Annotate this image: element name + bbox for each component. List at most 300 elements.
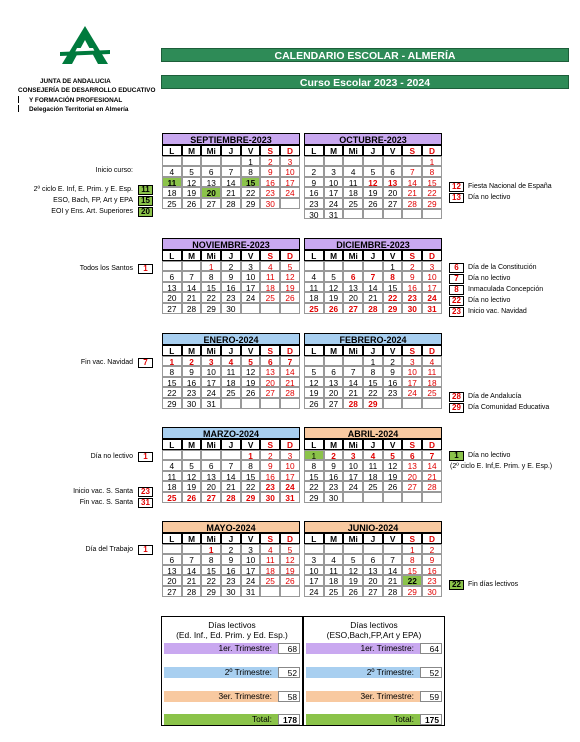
- day-cell: 20: [201, 481, 221, 492]
- week-row: [304, 492, 442, 503]
- day-cell: 28: [182, 586, 202, 597]
- week-row: [304, 586, 442, 597]
- day-cell: 25: [221, 387, 241, 398]
- weekday-header: Mi: [201, 250, 221, 261]
- month-calendar: [162, 333, 300, 409]
- day-cell: 25: [162, 198, 182, 209]
- day-cell: 30: [182, 398, 202, 409]
- right-note-day: 22: [449, 580, 464, 590]
- day-cell: 23: [324, 481, 344, 492]
- day-cell: 1: [363, 356, 383, 367]
- day-cell: 7: [402, 166, 422, 177]
- day-cell: 17: [280, 471, 300, 482]
- week-row: [162, 450, 300, 461]
- weekday-header: J: [363, 145, 383, 156]
- day-cell: 15: [304, 471, 324, 482]
- day-cell: 26: [343, 586, 363, 597]
- day-cell: 7: [221, 166, 241, 177]
- week-row: [304, 471, 442, 482]
- weekday-header: L: [162, 145, 182, 156]
- day-cell: 28: [383, 586, 403, 597]
- day-cell: 12: [241, 366, 261, 377]
- day-cell: [324, 544, 344, 555]
- day-cell: 19: [383, 471, 403, 482]
- day-cell: 28: [221, 198, 241, 209]
- day-cell: 4: [363, 450, 383, 461]
- week-row: [162, 471, 300, 482]
- weekday-header: L: [162, 250, 182, 261]
- day-cell: 27: [363, 586, 383, 597]
- day-cell: 23: [260, 481, 280, 492]
- day-cell: 12: [304, 377, 324, 388]
- month-title: DICIEMBRE-2023: [304, 238, 442, 250]
- day-cell: 30: [324, 492, 344, 503]
- day-cell: 1: [383, 261, 403, 272]
- day-cell: 18: [260, 282, 280, 293]
- week-row: [162, 261, 300, 272]
- left-note-label: Fin vac. Navidad: [80, 359, 133, 366]
- summary-subtitle: (Ed. Inf., Ed. Prim. y Ed. Esp.): [176, 630, 288, 640]
- day-cell: [422, 398, 442, 409]
- day-cell: 19: [280, 282, 300, 293]
- week-row: [162, 303, 300, 314]
- day-cell: 6: [402, 450, 422, 461]
- day-cell: [280, 586, 300, 597]
- week-row: [304, 481, 442, 492]
- day-cell: 11: [260, 554, 280, 565]
- weekday-header: S: [260, 145, 280, 156]
- day-cell: 21: [363, 292, 383, 303]
- day-cell: [363, 544, 383, 555]
- day-cell: 19: [182, 187, 202, 198]
- day-cell: 17: [304, 575, 324, 586]
- day-cell: 17: [402, 377, 422, 388]
- day-cell: 16: [182, 377, 202, 388]
- day-cell: 17: [201, 377, 221, 388]
- day-cell: 24: [280, 187, 300, 198]
- day-cell: 10: [241, 271, 261, 282]
- page-subtitle: Curso Escolar 2023 - 2024: [161, 75, 569, 89]
- left-note-day: 23: [138, 487, 153, 497]
- month-title: NOVIEMBRE-2023: [162, 238, 300, 250]
- day-cell: 25: [343, 198, 363, 209]
- day-cell: 27: [260, 387, 280, 398]
- right-note-day: 28: [449, 392, 464, 402]
- left-note-day: 1: [138, 452, 153, 462]
- day-cell: [182, 261, 202, 272]
- weekday-header: L: [162, 439, 182, 450]
- day-cell: 23: [221, 575, 241, 586]
- right-note-day: 23: [449, 307, 464, 317]
- day-cell: [383, 398, 403, 409]
- summary-subtitle: (ESO,Bach,FP,Art y EPA): [326, 630, 422, 640]
- summary-term2: 2º Trimestre: 52: [306, 667, 442, 678]
- weekday-header: D: [422, 250, 442, 261]
- week-row: [304, 460, 442, 471]
- day-cell: 16: [324, 471, 344, 482]
- weekday-header: L: [304, 533, 324, 544]
- day-cell: 21: [221, 481, 241, 492]
- day-cell: 29: [422, 198, 442, 209]
- weekday-header: D: [280, 250, 300, 261]
- day-cell: 30: [221, 303, 241, 314]
- day-cell: 21: [343, 387, 363, 398]
- day-cell: 8: [201, 271, 221, 282]
- day-cell: [162, 450, 182, 461]
- day-cell: 3: [241, 544, 261, 555]
- day-cell: 3: [343, 450, 363, 461]
- day-cell: 16: [422, 565, 442, 576]
- week-row: [162, 166, 300, 177]
- weekday-header: M: [182, 345, 202, 356]
- week-row: [162, 366, 300, 377]
- weekday-header: J: [363, 533, 383, 544]
- day-cell: [221, 156, 241, 167]
- day-cell: 1: [201, 544, 221, 555]
- day-cell: 26: [182, 492, 202, 503]
- weekday-header: D: [422, 345, 442, 356]
- day-cell: 31: [280, 492, 300, 503]
- day-cell: [363, 209, 383, 220]
- day-cell: 21: [280, 377, 300, 388]
- day-cell: 17: [241, 282, 261, 293]
- week-row: [304, 398, 442, 409]
- month-calendar: [162, 133, 300, 209]
- month-title: FEBRERO-2024: [304, 333, 442, 345]
- day-cell: 8: [402, 554, 422, 565]
- summary-title: Días lectivos: [350, 620, 398, 630]
- day-cell: 21: [182, 575, 202, 586]
- weekday-header: M: [324, 145, 344, 156]
- day-cell: 23: [422, 575, 442, 586]
- weekday-header: Mi: [201, 439, 221, 450]
- day-cell: 4: [260, 261, 280, 272]
- day-cell: 19: [280, 565, 300, 576]
- month-calendar: [304, 238, 442, 314]
- week-row: [304, 450, 442, 461]
- day-cell: 2: [260, 450, 280, 461]
- day-cell: 25: [363, 481, 383, 492]
- day-cell: 8: [162, 366, 182, 377]
- summary-primary: [161, 616, 303, 726]
- week-row: [162, 387, 300, 398]
- weekday-header: S: [260, 533, 280, 544]
- week-row: [304, 292, 442, 303]
- left-note-day: 31: [138, 498, 153, 508]
- weekday-header: V: [241, 145, 261, 156]
- right-note-label: Fin días lectivos: [468, 581, 519, 588]
- month-calendar: [162, 427, 300, 503]
- day-cell: 16: [383, 377, 403, 388]
- week-row: [162, 177, 300, 188]
- day-cell: 14: [182, 282, 202, 293]
- day-cell: 26: [182, 198, 202, 209]
- day-cell: [402, 209, 422, 220]
- day-cell: 14: [182, 565, 202, 576]
- day-cell: [182, 156, 202, 167]
- week-row: [162, 156, 300, 167]
- day-cell: 14: [402, 177, 422, 188]
- right-note-label: Día Comunidad Educativa: [468, 404, 550, 411]
- day-cell: 30: [304, 209, 324, 220]
- day-cell: 25: [162, 492, 182, 503]
- weekday-header: D: [422, 145, 442, 156]
- day-cell: 23: [182, 387, 202, 398]
- day-cell: [280, 303, 300, 314]
- day-cell: [363, 492, 383, 503]
- day-cell: 3: [324, 166, 344, 177]
- day-cell: 24: [201, 387, 221, 398]
- day-cell: 6: [383, 166, 403, 177]
- day-cell: 15: [241, 177, 261, 188]
- weekday-header: S: [260, 345, 280, 356]
- summary-total: Total: 175: [306, 714, 442, 725]
- day-cell: 4: [422, 356, 442, 367]
- day-cell: 9: [304, 177, 324, 188]
- day-cell: [402, 156, 422, 167]
- weekday-header: Mi: [343, 533, 363, 544]
- day-cell: 28: [363, 303, 383, 314]
- weekday-header: V: [383, 439, 403, 450]
- day-cell: 4: [162, 460, 182, 471]
- weekday-header: Mi: [201, 345, 221, 356]
- day-cell: 24: [241, 575, 261, 586]
- day-cell: 11: [162, 471, 182, 482]
- day-cell: 27: [324, 398, 344, 409]
- week-row: [162, 187, 300, 198]
- day-cell: 10: [280, 166, 300, 177]
- weekday-header: D: [280, 533, 300, 544]
- weekday-header: Mi: [343, 439, 363, 450]
- org-line-4: Delegación Territorial en Almería: [18, 105, 128, 114]
- day-cell: 1: [201, 261, 221, 272]
- day-cell: [383, 492, 403, 503]
- day-cell: 5: [343, 554, 363, 565]
- day-cell: [162, 544, 182, 555]
- weekday-header: V: [383, 250, 403, 261]
- right-note-day: 8: [449, 285, 464, 295]
- day-cell: 9: [324, 460, 344, 471]
- weekday-header: V: [241, 250, 261, 261]
- day-cell: 27: [383, 198, 403, 209]
- summary-term3: 3er. Trimestre: 59: [306, 691, 442, 702]
- month-calendar: [304, 133, 442, 219]
- day-cell: 7: [343, 366, 363, 377]
- right-note-day: 7: [449, 274, 464, 284]
- day-cell: 26: [280, 292, 300, 303]
- weekday-header: D: [280, 345, 300, 356]
- day-cell: [422, 209, 442, 220]
- weekday-header: J: [363, 345, 383, 356]
- day-cell: 12: [280, 554, 300, 565]
- day-cell: 22: [402, 575, 422, 586]
- day-cell: 4: [304, 271, 324, 282]
- day-cell: 11: [343, 177, 363, 188]
- day-cell: 6: [201, 166, 221, 177]
- day-cell: 4: [324, 554, 344, 565]
- weekday-header: Mi: [343, 145, 363, 156]
- right-note-day: 22: [449, 296, 464, 306]
- week-row: [162, 586, 300, 597]
- day-cell: 24: [402, 387, 422, 398]
- day-cell: 15: [422, 177, 442, 188]
- right-note-label: (2º ciclo E. Inf,E. Prim. y E. Esp.): [450, 463, 553, 470]
- day-cell: 10: [201, 366, 221, 377]
- month-calendar: [304, 427, 442, 503]
- day-cell: 23: [383, 387, 403, 398]
- weekday-header: J: [221, 439, 241, 450]
- right-note-day: 1: [449, 451, 464, 461]
- day-cell: 9: [260, 460, 280, 471]
- day-cell: 10: [343, 460, 363, 471]
- summary-term3: 3er. Trimestre: 58: [164, 691, 300, 702]
- week-row: [304, 271, 442, 282]
- day-cell: 30: [260, 198, 280, 209]
- day-cell: 27: [201, 492, 221, 503]
- day-cell: 9: [402, 271, 422, 282]
- week-row: [162, 460, 300, 471]
- month-title: ABRIL-2024: [304, 427, 442, 439]
- day-cell: 16: [260, 177, 280, 188]
- day-cell: 11: [422, 366, 442, 377]
- day-cell: [162, 261, 182, 272]
- day-cell: 8: [201, 554, 221, 565]
- left-note-label: Fin vac. S. Santa: [79, 499, 133, 506]
- right-note-label: Día de Andalucía: [468, 393, 522, 400]
- day-cell: 31: [241, 586, 261, 597]
- day-cell: 12: [363, 177, 383, 188]
- week-row: [304, 544, 442, 555]
- day-cell: 3: [241, 261, 261, 272]
- month-calendar: [162, 521, 300, 597]
- day-cell: 3: [280, 450, 300, 461]
- day-cell: [343, 356, 363, 367]
- summary-secondary: [303, 616, 445, 726]
- weekday-header: L: [304, 439, 324, 450]
- day-cell: 18: [304, 292, 324, 303]
- page-title: CALENDARIO ESCOLAR - ALMERÍA: [161, 48, 569, 62]
- month-title: SEPTIEMBRE-2023: [162, 133, 300, 145]
- day-cell: 14: [280, 366, 300, 377]
- day-cell: 22: [383, 292, 403, 303]
- day-cell: 27: [343, 303, 363, 314]
- day-cell: 12: [280, 271, 300, 282]
- day-cell: 16: [304, 187, 324, 198]
- day-cell: 22: [363, 387, 383, 398]
- day-cell: 12: [343, 565, 363, 576]
- day-cell: 21: [221, 187, 241, 198]
- day-cell: 23: [221, 292, 241, 303]
- left-note-day: 15: [138, 196, 153, 206]
- day-cell: 16: [221, 282, 241, 293]
- week-row: [162, 565, 300, 576]
- weekday-header: L: [304, 345, 324, 356]
- day-cell: [383, 209, 403, 220]
- weekday-header: S: [402, 439, 422, 450]
- weekday-header: S: [402, 345, 422, 356]
- summary-term1: 1er. Trimestre: 68: [164, 643, 300, 654]
- day-cell: 13: [363, 565, 383, 576]
- week-row: [304, 156, 442, 167]
- day-cell: 13: [201, 471, 221, 482]
- day-cell: 9: [221, 554, 241, 565]
- day-cell: [201, 450, 221, 461]
- day-cell: [304, 544, 324, 555]
- day-cell: 10: [324, 177, 344, 188]
- week-row: [304, 261, 442, 272]
- weekday-header: M: [182, 533, 202, 544]
- day-cell: 10: [241, 554, 261, 565]
- right-note-label: Día no lectivo: [468, 194, 511, 201]
- weekday-header: M: [324, 345, 344, 356]
- day-cell: 4: [260, 544, 280, 555]
- day-cell: 20: [260, 377, 280, 388]
- left-note-label: Inicio curso:: [95, 167, 133, 174]
- week-row: [304, 282, 442, 293]
- day-cell: 13: [402, 460, 422, 471]
- day-cell: 2: [402, 261, 422, 272]
- day-cell: 27: [201, 198, 221, 209]
- day-cell: 4: [343, 166, 363, 177]
- day-cell: 29: [241, 492, 261, 503]
- day-cell: 11: [260, 271, 280, 282]
- week-row: [304, 198, 442, 209]
- left-note-label: ESO, Bach, FP, Art y EPA: [53, 197, 133, 204]
- day-cell: 6: [343, 271, 363, 282]
- weekday-header: J: [221, 145, 241, 156]
- day-cell: 13: [162, 565, 182, 576]
- week-row: [304, 177, 442, 188]
- day-cell: 18: [324, 575, 344, 586]
- day-cell: [182, 450, 202, 461]
- day-cell: 26: [304, 398, 324, 409]
- day-cell: 8: [422, 166, 442, 177]
- month-title: MAYO-2024: [162, 521, 300, 533]
- left-note-day: 1: [138, 545, 153, 555]
- day-cell: 25: [324, 586, 344, 597]
- week-row: [162, 377, 300, 388]
- day-cell: 7: [182, 271, 202, 282]
- junta-andalucia-logo: [60, 26, 110, 64]
- day-cell: [402, 398, 422, 409]
- day-cell: 21: [402, 187, 422, 198]
- right-note-day: 6: [449, 263, 464, 273]
- day-cell: 20: [363, 575, 383, 586]
- weekday-header: M: [182, 250, 202, 261]
- day-cell: 1: [241, 450, 261, 461]
- day-cell: 15: [162, 377, 182, 388]
- day-cell: 27: [402, 481, 422, 492]
- weekday-header: V: [383, 533, 403, 544]
- day-cell: 20: [343, 292, 363, 303]
- day-cell: [343, 544, 363, 555]
- day-cell: 28: [343, 398, 363, 409]
- day-cell: 29: [201, 303, 221, 314]
- day-cell: [280, 198, 300, 209]
- weekday-header: L: [162, 345, 182, 356]
- day-cell: 2: [221, 544, 241, 555]
- day-cell: 26: [383, 481, 403, 492]
- day-cell: [241, 303, 261, 314]
- weekday-header: V: [383, 345, 403, 356]
- day-cell: 2: [422, 544, 442, 555]
- day-cell: 7: [422, 450, 442, 461]
- day-cell: [383, 156, 403, 167]
- day-cell: 17: [280, 177, 300, 188]
- day-cell: 18: [162, 481, 182, 492]
- day-cell: 20: [201, 187, 221, 198]
- day-cell: 10: [402, 366, 422, 377]
